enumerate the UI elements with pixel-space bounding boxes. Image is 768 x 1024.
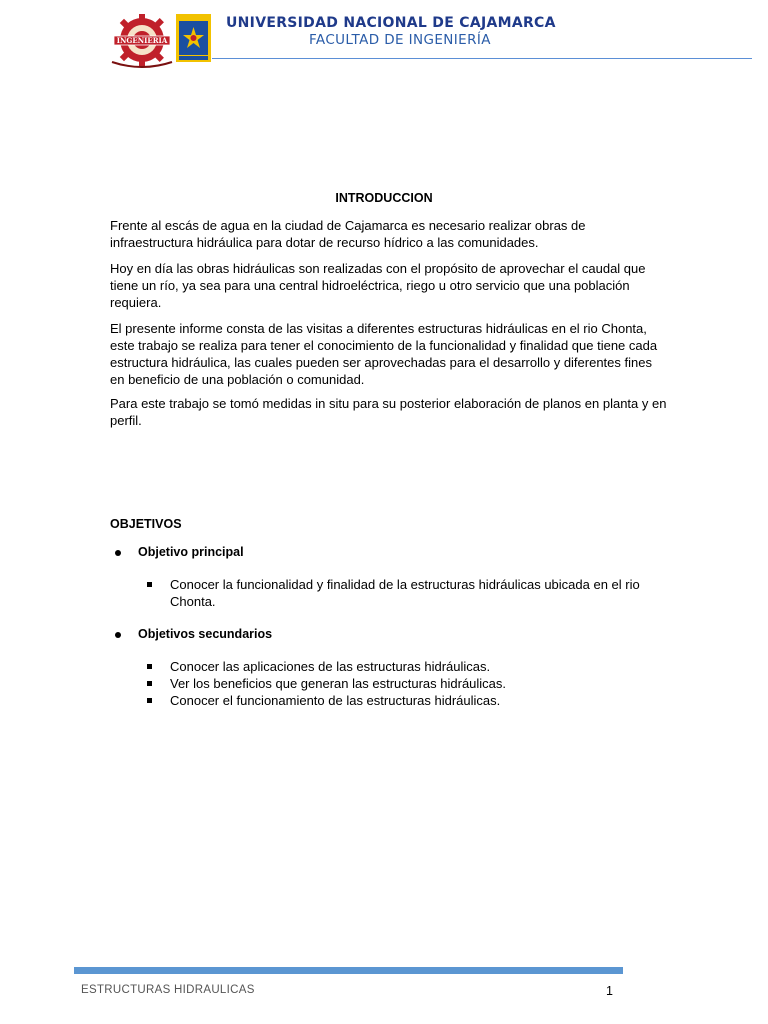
main-objective-item: Conocer la funcionalidad y finalidad de la estructuras hidráulicas ubicada en el rio Chonta. bbox=[170, 577, 640, 609]
intro-paragraph-4: Para este trabajo se tomó medidas in situ para su posterior elaboración de planos en planta y en perfil. bbox=[110, 396, 667, 428]
bullet-square bbox=[147, 681, 152, 686]
engineering-faculty-logo bbox=[108, 12, 176, 68]
introduction-heading: INTRODUCCION bbox=[335, 191, 433, 205]
secondary-objective-item-1: Conocer las aplicaciones de las estructuras hidráulicas. bbox=[170, 659, 491, 674]
secondary-objective-item-3: Conocer el funcionamiento de las estructuras hidráulicas. bbox=[170, 693, 501, 708]
faculty-name: FACULTAD DE INGENIERÍA bbox=[309, 32, 491, 48]
secondary-objective-item-2: Ver los beneficios que generan las estructuras hidráulicas. bbox=[170, 676, 507, 691]
intro-paragraph-1: Frente al escás de agua en la ciudad de Cajamarca es necesario realizar obras de infraestructura hidráulica para dotar de recurso hídrico a las comunidades. bbox=[110, 218, 586, 250]
intro-paragraph-3: El presente informe consta de las visitas a diferentes estructuras hidráulicas en el rio Chonta, este trabajo se realiza para tener el conocimiento de la funcionalidad y finalidad que tiene cada estructura hidráulica, las cuales pueden ser aprovechadas para el desarrollo y diferentes fines en beneficio de una población o comunidad. bbox=[110, 321, 658, 387]
bullet-square bbox=[147, 698, 152, 703]
logo-lettering: INGENIERIA bbox=[116, 36, 168, 46]
university-name: UNIVERSIDAD NACIONAL DE CAJAMARCA bbox=[226, 15, 556, 31]
footer-bar bbox=[74, 967, 623, 974]
bullet-dot bbox=[115, 550, 121, 556]
bullet-dot bbox=[115, 632, 121, 638]
bullet-square bbox=[147, 582, 152, 587]
bullet-square bbox=[147, 664, 152, 669]
university-shield-logo bbox=[175, 13, 212, 63]
page-number: 1 bbox=[606, 984, 613, 998]
secondary-objectives-label: Objetivos secundarios bbox=[138, 627, 273, 641]
intro-paragraph-2: Hoy en día las obras hidráulicas son realizadas con el propósito de aprovechar el caudal que tiene un río, ya sea para una central hidroeléctrica, riego u otro servicio que una población requiera. bbox=[110, 261, 646, 310]
objectives-heading: OBJETIVOS bbox=[110, 517, 182, 531]
main-objective-label: Objetivo principal bbox=[138, 545, 244, 559]
footer-document-title: ESTRUCTURAS HIDRAULICAS bbox=[81, 984, 255, 996]
header-divider bbox=[212, 58, 752, 59]
